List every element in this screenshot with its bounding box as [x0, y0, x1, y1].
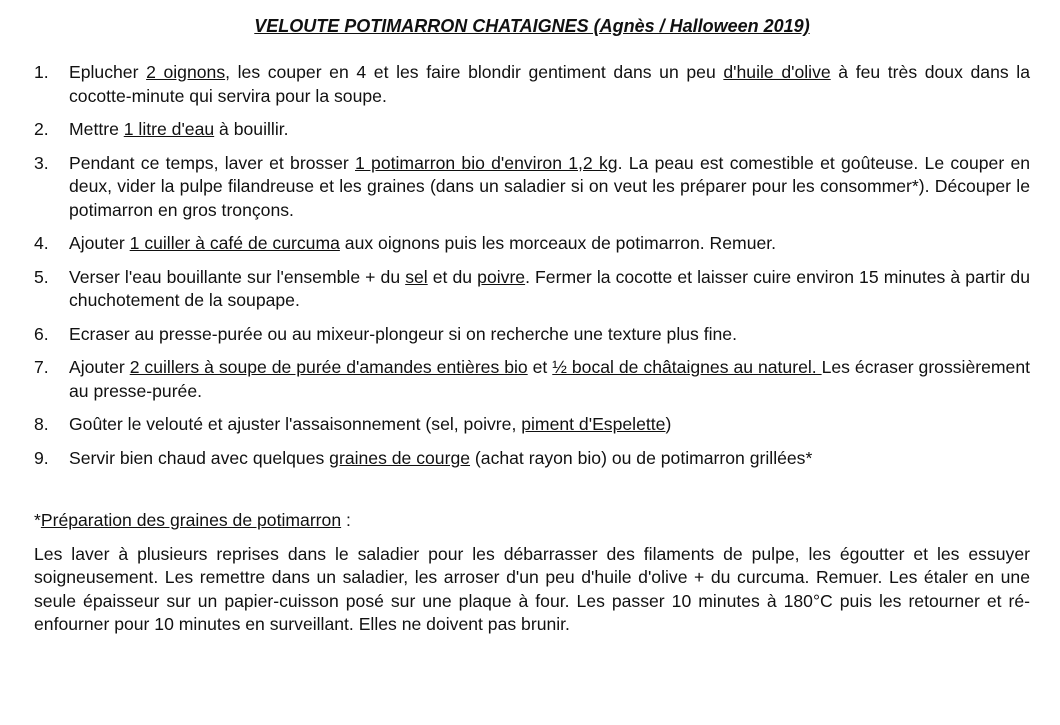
ingredient: 2 oignons [146, 62, 226, 82]
recipe-step [34, 232, 1030, 256]
recipe-step [34, 152, 1030, 223]
step-text-part: Ajouter [69, 357, 130, 377]
step-number: 7. [34, 357, 49, 377]
note-star: * [34, 510, 41, 530]
step-text-part: Verser l'eau bouillante sur l'ensemble + du [69, 266, 406, 287]
step-text [69, 61, 1030, 108]
step-text-part: , les couper en 4 et les faire blondir gentiment dans un peu [225, 62, 724, 82]
step-text-part: Ecraser au presse-purée ou au mixeur-plongeur si on recherche une texture plus fine. [69, 323, 737, 344]
step-text-part: et du [427, 266, 478, 287]
note-body: Les laver à plusieurs reprises dans le saladier pour les débarrasser des filaments de pulpe, les égoutter et les essuyer soigneusement. Les remettre dans un saladier, les arroser d'un peu d'huile d'olive + du curcuma. Remuer. Les étaler en une seule épaisseur sur un papier-cuisson posé sur une plaque à four. Les passer 10 minutes à 180°C puis les retourner et ré-enfourner pour 10 minutes en surveillant. Elles ne doivent pas brunir. [34, 543, 1030, 634]
recipe-step [34, 266, 1030, 313]
ingredient: 1 cuiller à café de curcuma [129, 233, 340, 253]
ingredient: sel [405, 266, 428, 287]
step-number: 3. [34, 152, 49, 173]
step-text-part: (achat rayon bio) ou de potimarron grillées* [470, 447, 813, 468]
step-text [69, 447, 1030, 471]
step-number: 4. [34, 233, 49, 253]
note-section [34, 509, 1030, 637]
recipe-steps [34, 61, 1030, 470]
step-text-part: Servir bien chaud avec quelques [69, 447, 330, 468]
step-text-part: Les écraser grossièrement au presse-purée. [69, 357, 1031, 401]
step-number: 1. [34, 62, 49, 82]
recipe-step [34, 61, 1030, 108]
recipe-step [34, 413, 1030, 437]
step-text-part: à bouillir. [214, 119, 289, 139]
step-text-part: à feu très doux dans la cocotte-minute qui servira pour la soupe. [69, 62, 1030, 106]
note-title: Préparation des graines de potimarron [40, 510, 342, 530]
step-number: 6. [34, 323, 49, 344]
recipe-step [34, 356, 1030, 403]
step-number: 8. [34, 414, 49, 434]
recipe-step [34, 118, 1030, 142]
step-text [69, 118, 1030, 142]
ingredient: piment d'Espelette [521, 414, 666, 434]
ingredient: ½ bocal de châtaignes au naturel. [552, 357, 822, 377]
step-text-part: aux oignons puis les morceaux de potimarron. Remuer. [339, 233, 777, 253]
step-text-part: Ajouter [69, 233, 130, 253]
note-title-suffix: : [341, 510, 351, 530]
step-text [69, 152, 1030, 223]
step-text-part: Eplucher [69, 62, 147, 82]
step-text-part: . Fermer la cocotte et laisser cuire environ 15 minutes à partir du chuchotement de la soupape. [69, 266, 1030, 310]
step-number: 5. [34, 266, 49, 287]
step-number: 9. [34, 447, 49, 468]
step-text [69, 413, 1030, 437]
step-text-part: Mettre [69, 119, 124, 139]
step-text [69, 323, 1030, 347]
step-text [69, 266, 1030, 313]
ingredient: 1 potimarron bio d'environ 1,2 kg [355, 152, 618, 173]
step-text [69, 356, 1030, 403]
step-text-part: Pendant ce temps, laver et brosser [69, 152, 355, 173]
ingredient: 2 cuillers à soupe de purée d'amandes entières bio [129, 357, 528, 377]
ingredient: 1 litre d'eau [123, 119, 215, 139]
note-heading [34, 509, 1030, 533]
step-text-part: Goûter le velouté et ajuster l'assaisonnement (sel, poivre, [69, 414, 522, 434]
step-text [69, 232, 1030, 256]
recipe-step [34, 447, 1030, 471]
step-text-part: ) [665, 414, 672, 434]
ingredient: d'huile d'olive [723, 62, 831, 82]
ingredient: poivre [477, 266, 526, 287]
step-text-part: . La peau est comestible et goûteuse. Le couper en deux, vider la pulpe filandreuse et les graines (dans un saladier si on veut les préparer pour les consommer*). Découper le potimarron en gros tronçons. [69, 152, 1031, 220]
document-title: VELOUTE POTIMARRON CHATAIGNES (Agnès / Halloween 2019) [254, 16, 810, 36]
step-text-part: et [527, 357, 553, 377]
ingredient: graines de courge [329, 447, 471, 468]
recipe-step [34, 323, 1030, 347]
step-number: 2. [34, 119, 49, 139]
